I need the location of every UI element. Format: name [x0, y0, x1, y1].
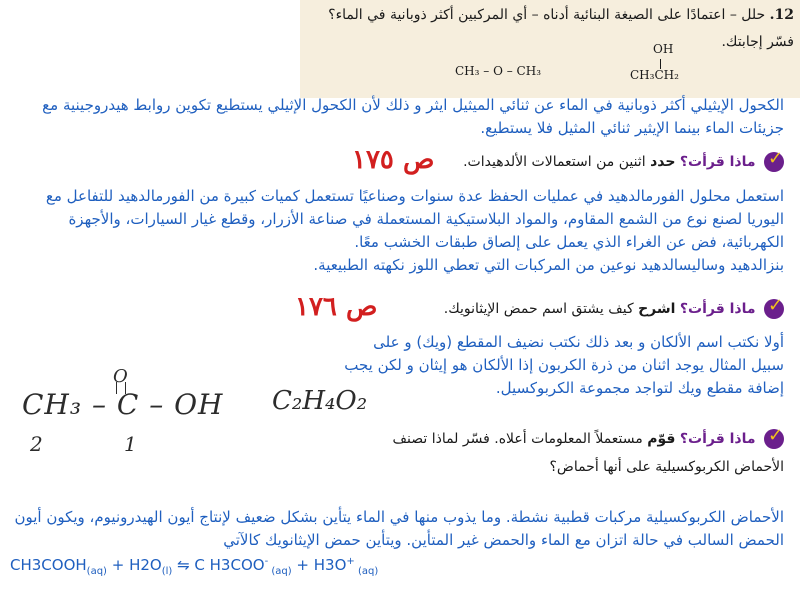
eq-charge-1: - [264, 556, 269, 567]
heading-title: ماذا قرأت؟ [679, 301, 756, 317]
formula-ethanol [620, 42, 700, 86]
answer-aldehyde-p1: استعمل محلول الفورمالدهيد في عمليات الحفظ عدة سنوات وصناعيًا تستعمل كميات كبيرة من الفورمالدهيد للتفاعل مع اليوريا لصنع نوع من الشمع المقاوم، والمواد البلاستيكية المستعملة في صناعة الأزرار، وقطع غيار السيارات، والأجهزة الكهربائية، فض عن الغراء الذي يعمل على إلصاق طبقات الخشب معًا. [45, 187, 784, 251]
formula-oh-group: OH [653, 42, 674, 56]
heading-verb: قوّم [647, 431, 676, 447]
page-ref-175: ص ١٧٥ [352, 145, 435, 175]
eq-reactant-2: H2O [129, 556, 162, 574]
handwritten-number-2: 2 [30, 432, 43, 456]
eq-plus-1: + [106, 556, 130, 574]
handwritten-structure: CH₃ – C – OH [22, 388, 224, 421]
heading-prompt: اثنين من استعمالات الألدهيدات. [463, 154, 646, 170]
formula-dimethyl-ether: CH₃ – O – CH₃ [455, 64, 542, 78]
heading-prompt: مستعملاً المعلومات أعلاه. فسّر لماذا تصنف الأحماض الكربوكسيلية على أنها أحماض؟ [392, 431, 784, 475]
heading-verb: اشرح [638, 301, 676, 317]
eq-arrow: ⇋ C [172, 556, 210, 574]
check-icon [764, 152, 784, 172]
answer-aldehyde-p2: بنزالدهيد وساليسالدهيد نوعين من المركبات التي تعطي اللوز نكهته الطبيعية. [313, 256, 784, 274]
heading-title: ماذا قرأت؟ [679, 154, 756, 170]
eq-product-2: H3O [313, 556, 347, 574]
section-heading-aldehyde [463, 151, 784, 173]
eq-state-1: (aq) [86, 566, 107, 577]
eq-state-4: (aq) [354, 566, 379, 577]
handwritten-number-1: 1 [124, 432, 137, 456]
question-text: حلل – اعتمادًا على الصيغة البنائية أدناه – أي المركبين أكثر ذوبانية في الماء؟ فسّر إجابتك. [328, 7, 794, 50]
answer-carboxylic: الأحماض الكربوكسيلية مركبات قطبية نشطة. وما يذوب منها في الماء يتأين بشكل ضعيف لإنتاج أيون الهيدرونيوم، ويكون أيون الحمض السالب في حالة اتزان مع الماء والحمض غير المتأين. ويتأين حمض الإيثانويك كالآتي [14, 508, 784, 549]
check-icon [764, 429, 784, 449]
question-number: 12. [769, 7, 794, 23]
eq-product-1: H3COO [209, 556, 265, 574]
formula-ethyl-chain: CH₃CH₂ [630, 68, 679, 82]
check-icon [764, 299, 784, 319]
handwritten-molecular-formula: C₂H₄O₂ [272, 386, 368, 416]
handwritten-carbonyl-oxygen: O [113, 366, 128, 387]
heading-title: ماذا قرأت؟ [679, 431, 756, 447]
ionization-equation [10, 556, 378, 577]
page-ref-176: ص ١٧٦ [295, 292, 378, 322]
eq-state-2: (l) [161, 566, 173, 577]
eq-reactant-1: CH3COOH [10, 556, 87, 574]
eq-plus-2: + [291, 556, 314, 574]
answer-12: الكحول الإيثيلي أكثر ذوبانية في الماء عن ثنائي الميثيل ايثر و ذلك لأن الكحول الإثيلي يستطيع تكوين روابط هيدروجينية مع جزيئات الماء بينما الإيثير ثنائي المثيل فلا يستطيع. [42, 96, 784, 137]
section-heading-carboxylic [364, 425, 784, 481]
eq-charge-2: + [346, 556, 355, 567]
answer-aldehyde [8, 185, 784, 277]
section-heading-ethanoic [444, 298, 784, 320]
question-12 [324, 2, 794, 56]
heading-verb: حدد [650, 154, 676, 170]
heading-prompt: كيف يشتق اسم حمض الإيثانويك. [443, 301, 634, 317]
answer-ethanoic: أولا نكتب اسم الألكان و بعد ذلك نكتب نضيف المقطع (ويك) و على سبيل المثال يوجد اثنان من ذرة الكربون إذا الألكان هو إيثان و لكن يجب إضافة مقطع ويك لتواجد مجموعة الكربوكسيل. [344, 333, 784, 397]
eq-state-3: (aq) [268, 566, 292, 577]
